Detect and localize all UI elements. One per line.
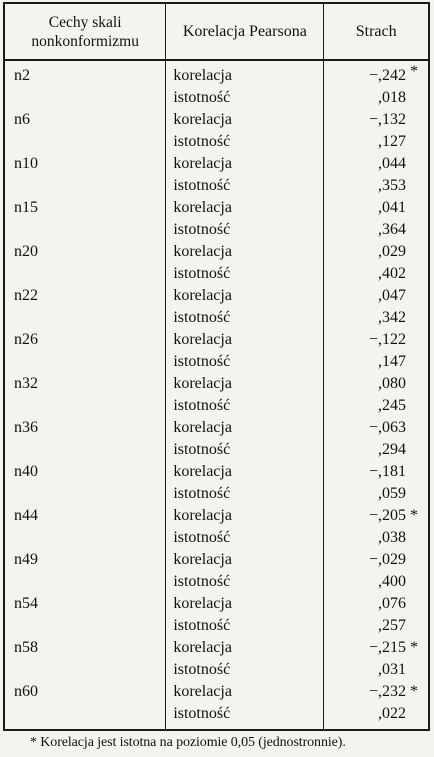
significance-value: ,400 [324, 571, 429, 593]
correlation-cell [324, 285, 429, 307]
correlation-cell [324, 593, 429, 615]
header-row [4, 3, 429, 60]
metric-label-correlation: korelacja [166, 637, 324, 659]
metric-label-significance: istotność [166, 615, 324, 637]
correlation-cell [324, 417, 429, 439]
significance-value: ,031 [324, 659, 429, 681]
correlation-cell [324, 505, 429, 527]
table-row [4, 681, 429, 703]
correlation-value: ,029 [378, 243, 406, 260]
metric-label-significance: istotność [166, 175, 324, 197]
table-row [4, 329, 429, 351]
header-scale-features [4, 3, 166, 60]
significance-value: ,294 [324, 439, 429, 461]
metric-label-significance: istotność [166, 571, 324, 593]
table-row [4, 615, 429, 637]
significance-value: ,059 [324, 483, 429, 505]
table-row [4, 87, 429, 109]
significance-value: ,342 [324, 307, 429, 329]
empty-cell [4, 659, 166, 681]
variable-name: n15 [4, 197, 166, 219]
correlation-cell [324, 197, 429, 219]
correlation-value: −,215 [368, 639, 406, 656]
variable-name: n20 [4, 241, 166, 263]
correlation-cell [324, 681, 429, 703]
significance-value: ,018 [324, 87, 429, 109]
table-row [4, 395, 429, 417]
correlation-table [3, 2, 430, 731]
variable-name: n26 [4, 329, 166, 351]
empty-cell [4, 615, 166, 637]
footnote: * Korelacja jest istotna na poziomie 0,05 (jednostronnie). [30, 735, 346, 750]
metric-label-significance: istotność [166, 351, 324, 373]
metric-label-correlation: korelacja [166, 197, 324, 219]
empty-cell [4, 571, 166, 593]
metric-label-significance: istotność [166, 131, 324, 153]
correlation-cell [324, 241, 429, 263]
metric-label-correlation: korelacja [166, 461, 324, 483]
correlation-cell [324, 60, 429, 87]
metric-label-significance: istotność [166, 219, 324, 241]
metric-label-correlation: korelacja [166, 153, 324, 175]
correlation-value: ,047 [378, 287, 406, 304]
table-row [4, 219, 429, 241]
correlation-value: ,041 [378, 199, 406, 216]
correlation-cell [324, 637, 429, 659]
correlation-cell [324, 153, 429, 175]
correlation-value: −,132 [368, 111, 406, 128]
metric-label-correlation: korelacja [166, 681, 324, 703]
table-row [4, 60, 429, 87]
variable-name: n6 [4, 109, 166, 131]
correlation-value: −,063 [368, 419, 406, 436]
empty-cell [4, 219, 166, 241]
metric-label-correlation: korelacja [166, 593, 324, 615]
metric-label-correlation: korelacja [166, 549, 324, 571]
variable-name: n54 [4, 593, 166, 615]
significance-value: ,127 [324, 131, 429, 153]
metric-label-correlation: korelacja [166, 241, 324, 263]
metric-label-significance: istotność [166, 703, 324, 730]
table-row [4, 175, 429, 197]
significance-value: ,257 [324, 615, 429, 637]
empty-cell [4, 263, 166, 285]
metric-label-significance: istotność [166, 439, 324, 461]
metric-label-correlation: korelacja [166, 285, 324, 307]
significance-value: ,245 [324, 395, 429, 417]
table-row [4, 241, 429, 263]
significance-value: ,364 [324, 219, 429, 241]
table-row [4, 505, 429, 527]
table-row [4, 571, 429, 593]
correlation-cell [324, 549, 429, 571]
table-row [4, 417, 429, 439]
variable-name: n60 [4, 681, 166, 703]
table-row [4, 197, 429, 219]
table-row [4, 307, 429, 329]
correlation-value: −,242 [368, 67, 406, 84]
metric-label-significance: istotność [166, 395, 324, 417]
header-pearson: Korelacja Pearsona [166, 3, 324, 60]
variable-name: n36 [4, 417, 166, 439]
header-scale-features-line1: Cechy skali [48, 13, 122, 31]
metric-label-significance: istotność [166, 483, 324, 505]
empty-cell [4, 703, 166, 730]
correlation-cell [324, 109, 429, 131]
table-row [4, 263, 429, 285]
variable-name: n44 [4, 505, 166, 527]
empty-cell [4, 483, 166, 505]
header-fear: Strach [324, 3, 429, 60]
table-row [4, 131, 429, 153]
metric-label-correlation: korelacja [166, 109, 324, 131]
significance-marker: * [410, 63, 418, 80]
correlation-value: ,044 [378, 155, 406, 172]
significance-marker: * [410, 507, 418, 524]
empty-cell [4, 87, 166, 109]
significance-marker: * [410, 639, 418, 656]
correlation-value: −,205 [368, 507, 406, 524]
empty-cell [4, 131, 166, 153]
variable-name: n32 [4, 373, 166, 395]
table-row [4, 285, 429, 307]
table-row [4, 351, 429, 373]
empty-cell [4, 175, 166, 197]
metric-label-correlation: korelacja [166, 329, 324, 351]
table-row [4, 109, 429, 131]
metric-label-correlation: korelacja [166, 60, 324, 87]
table-row [4, 703, 429, 730]
correlation-value: −,029 [368, 551, 406, 568]
correlation-cell [324, 461, 429, 483]
correlation-value: ,080 [378, 375, 406, 392]
variable-name: n22 [4, 285, 166, 307]
table-row [4, 593, 429, 615]
significance-value: ,147 [324, 351, 429, 373]
metric-label-significance: istotność [166, 659, 324, 681]
significance-value: ,353 [324, 175, 429, 197]
metric-label-correlation: korelacja [166, 417, 324, 439]
table-row [4, 153, 429, 175]
metric-label-significance: istotność [166, 307, 324, 329]
table-row [4, 659, 429, 681]
significance-value: ,038 [324, 527, 429, 549]
table-row [4, 527, 429, 549]
table-row [4, 483, 429, 505]
correlation-value: −,232 [368, 683, 406, 700]
variable-name: n40 [4, 461, 166, 483]
table-row [4, 373, 429, 395]
table-row [4, 439, 429, 461]
correlation-value: ,076 [378, 595, 406, 612]
metric-label-significance: istotność [166, 263, 324, 285]
variable-name: n10 [4, 153, 166, 175]
metric-label-significance: istotność [166, 87, 324, 109]
empty-cell [4, 351, 166, 373]
significance-marker: * [410, 683, 418, 700]
empty-cell [4, 307, 166, 329]
table-row [4, 549, 429, 571]
empty-cell [4, 395, 166, 417]
variable-name: n58 [4, 637, 166, 659]
table-row [4, 461, 429, 483]
variable-name: n49 [4, 549, 166, 571]
header-scale-features-line2: nonkonformizmu [31, 32, 139, 50]
significance-value: ,402 [324, 263, 429, 285]
variable-name: n2 [4, 60, 166, 87]
empty-cell [4, 439, 166, 461]
correlation-value: −,181 [368, 463, 406, 480]
table-body [4, 60, 429, 730]
significance-value: ,022 [324, 703, 429, 730]
correlation-cell [324, 329, 429, 351]
metric-label-correlation: korelacja [166, 373, 324, 395]
correlation-cell [324, 373, 429, 395]
correlation-value: −,122 [368, 331, 406, 348]
table-row [4, 637, 429, 659]
metric-label-significance: istotność [166, 527, 324, 549]
empty-cell [4, 527, 166, 549]
metric-label-correlation: korelacja [166, 505, 324, 527]
